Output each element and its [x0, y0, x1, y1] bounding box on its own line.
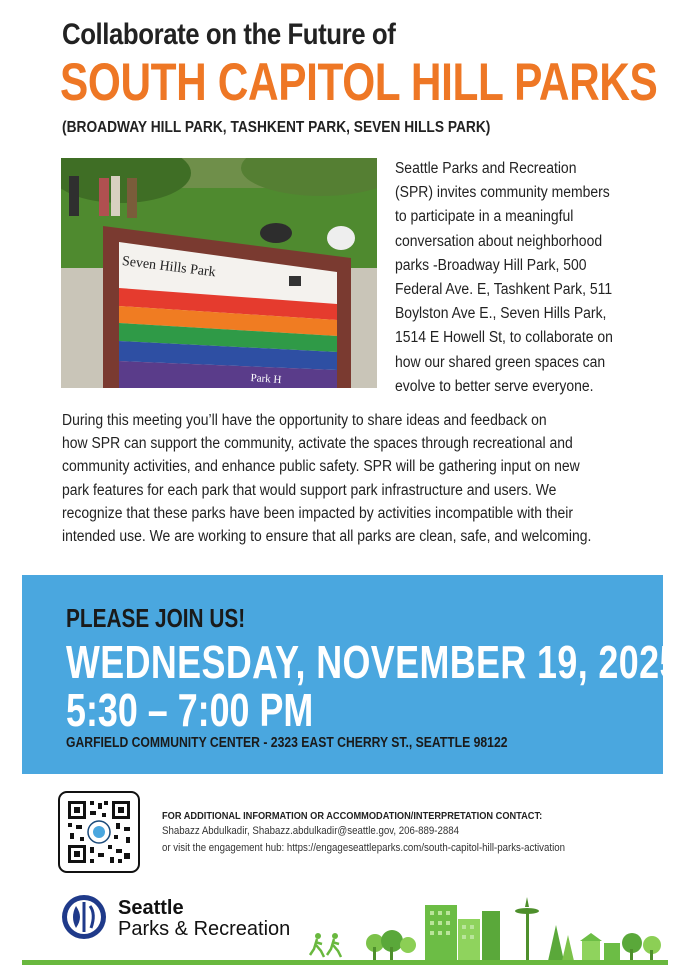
body-line: how SPR can support the community, activate the spaces through recreational and — [62, 435, 573, 453]
sign-bottom-text: Park H — [250, 372, 282, 387]
qr-code-icon[interactable] — [58, 791, 140, 873]
header-line: Collaborate on the Future of — [62, 18, 396, 51]
intro-line: conversation about neighborhood — [395, 232, 603, 250]
contact-heading: FOR ADDITIONAL INFORMATION OR ACCOMMODATION/INTERPRETATION CONTACT: — [162, 810, 543, 822]
intro-line: (SPR) invites community members — [395, 184, 610, 202]
intro-line: evolve to better serve everyone. — [395, 377, 594, 395]
body-line: intended use. We are working to ensure that all parks are clean, safe, and welcoming. — [62, 528, 592, 546]
footer-ground-line — [22, 960, 668, 965]
intro-line: parks -Broadway Hill Park, 500 — [395, 256, 587, 274]
event-location: GARFIELD COMMUNITY CENTER - 2323 EAST CHERRY ST., SEATTLE 98122 — [66, 735, 508, 751]
page-subtitle: (BROADWAY HILL PARK, TASHKENT PARK, SEVEN HILLS PARK) — [62, 119, 491, 136]
logo-text-parks: Parks & Recreation — [118, 918, 291, 940]
page-title: SOUTH CAPITOL HILL PARKS — [60, 53, 658, 112]
event-date: WEDNESDAY, NOVEMBER 19, 2025 — [66, 636, 680, 688]
sign-text: Seven Hills Park — [121, 254, 217, 281]
body-paragraph — [62, 409, 662, 548]
intro-line: 1514 E Howell St, to collaborate on — [395, 329, 613, 347]
engagement-hub-link[interactable]: or visit the engagement hub: https://engageseattleparks.com/south-capitol-hill-parks-activation — [162, 842, 566, 854]
skyline-illustration-icon — [300, 895, 670, 965]
contact-details[interactable]: Shabazz Abdulkadir, Shabazz.abdulkadir@seattle.gov, 206-889-2884 — [162, 825, 460, 837]
logo-text-seattle: Seattle — [118, 897, 184, 919]
intro-line: how our shared green spaces can — [395, 353, 606, 371]
park-sign-photo — [61, 158, 377, 388]
body-line: During this meeting you’ll have the opportunity to share ideas and feedback on — [62, 412, 547, 429]
intro-line: Federal Ave. E, Tashkent Park, 511 — [395, 281, 613, 299]
body-line: park features for each park that would support park infrastructure and users. We — [62, 481, 557, 499]
event-time: 5:30 – 7:00 PM — [66, 684, 314, 736]
seattle-logo-icon — [60, 892, 108, 942]
body-line: community activities, and enhance public safety. SPR will be gathering input on new — [62, 458, 580, 476]
intro-paragraph — [395, 157, 645, 399]
intro-line: Seattle Parks and Recreation — [395, 160, 577, 177]
intro-line: to participate in a meaningful — [395, 208, 574, 226]
body-line: recognize that these parks have been impacted by activities incompatible with their — [62, 504, 574, 522]
join-heading: PLEASE JOIN US! — [66, 603, 246, 633]
intro-line: Boylston Ave E., Seven Hills Park, — [395, 305, 607, 323]
